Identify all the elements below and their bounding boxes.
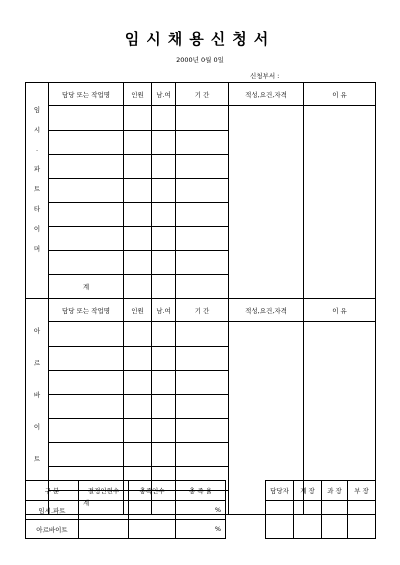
temp-part-header-5: 이 유 bbox=[304, 83, 376, 106]
arbeit-cell[interactable] bbox=[49, 419, 124, 443]
temp-part-reason-cell[interactable] bbox=[304, 106, 376, 299]
arbeit-vertical-char: 바 bbox=[33, 390, 41, 399]
arbeit-cell[interactable] bbox=[124, 395, 152, 419]
temp-part-qualification-cell[interactable] bbox=[229, 106, 304, 299]
temp-part-header-2: 남.여 bbox=[152, 83, 176, 106]
arbeit-cell[interactable] bbox=[176, 395, 229, 419]
approval-sign-cell[interactable] bbox=[348, 501, 376, 539]
temp-part-cell[interactable] bbox=[49, 155, 124, 179]
temp-part-cell[interactable] bbox=[49, 106, 124, 131]
temp-part-header-0: 담당 또는 작업명 bbox=[49, 83, 124, 106]
temp-part-cell[interactable] bbox=[152, 227, 176, 251]
temp-part-cell[interactable] bbox=[49, 179, 124, 203]
temp-part-cell[interactable] bbox=[124, 131, 152, 155]
arbeit-cell[interactable] bbox=[49, 371, 124, 395]
arbeit-cell[interactable] bbox=[152, 322, 176, 347]
request-table bbox=[25, 82, 376, 515]
arbeit-cell[interactable] bbox=[152, 443, 176, 467]
temp-part-vertical-char: 파 bbox=[33, 164, 41, 173]
arbeit-cell[interactable] bbox=[49, 347, 124, 371]
arbeit-cell[interactable] bbox=[152, 347, 176, 371]
arbeit-cell[interactable] bbox=[49, 322, 124, 347]
temp-part-vertical-char: 이 bbox=[33, 224, 41, 233]
temp-part-vertical-char: . bbox=[35, 144, 39, 153]
arbeit-cell[interactable] bbox=[176, 443, 229, 467]
temp-part-vertical-chars bbox=[26, 83, 48, 298]
stats-decided-cell[interactable] bbox=[79, 520, 129, 539]
stats-row-label: 임시.파트 bbox=[26, 501, 79, 520]
arbeit-header-3: 기 간 bbox=[176, 299, 229, 322]
temp-part-cell[interactable] bbox=[124, 179, 152, 203]
temp-part-cell[interactable] bbox=[124, 275, 152, 299]
temp-part-cell[interactable] bbox=[49, 131, 124, 155]
temp-part-cell[interactable] bbox=[176, 131, 229, 155]
arbeit-header-2: 남.여 bbox=[152, 299, 176, 322]
arbeit-cell[interactable] bbox=[176, 371, 229, 395]
temp-part-cell[interactable] bbox=[176, 227, 229, 251]
stats-header-1: 결정인원수 bbox=[79, 481, 129, 501]
arbeit-vertical-char: 아 bbox=[33, 327, 41, 336]
stats-header-3: 충 족 율 bbox=[176, 481, 226, 501]
arbeit-cell[interactable] bbox=[124, 322, 152, 347]
arbeit-cell[interactable] bbox=[152, 395, 176, 419]
temp-part-header-1: 인원 bbox=[124, 83, 152, 106]
temp-part-vertical-char: 임 bbox=[33, 105, 41, 114]
approval-sign-cell[interactable] bbox=[294, 501, 322, 539]
temp-part-cell[interactable] bbox=[176, 106, 229, 131]
form-date: 2000년 0월 0일 bbox=[176, 56, 224, 64]
temp-part-cell[interactable] bbox=[124, 203, 152, 227]
arbeit-cell[interactable] bbox=[124, 347, 152, 371]
arbeit-header-4: 적성,요건,자격 bbox=[229, 299, 304, 322]
temp-part-cell[interactable] bbox=[152, 251, 176, 275]
department-label: 신청부서 : bbox=[250, 72, 280, 80]
form-title: 임시채용신청서 bbox=[124, 30, 276, 48]
arbeit-total-label: 계 bbox=[49, 491, 124, 515]
temp-part-cell[interactable] bbox=[152, 179, 176, 203]
arbeit-cell[interactable] bbox=[176, 347, 229, 371]
temp-part-cell[interactable] bbox=[152, 131, 176, 155]
arbeit-cell[interactable] bbox=[152, 419, 176, 443]
approval-sign-cell[interactable] bbox=[266, 501, 294, 539]
approval-header-3: 부 장 bbox=[348, 481, 376, 501]
temp-part-total-label: 계 bbox=[49, 275, 124, 299]
temp-part-cell[interactable] bbox=[152, 275, 176, 299]
approval-table bbox=[265, 480, 376, 539]
arbeit-cell[interactable] bbox=[49, 395, 124, 419]
arbeit-row bbox=[26, 322, 376, 347]
arbeit-cell[interactable] bbox=[124, 443, 152, 467]
approval-header-0: 담당자 bbox=[266, 481, 294, 501]
temp-part-cell[interactable] bbox=[124, 106, 152, 131]
temp-part-vertical-char: 머 bbox=[33, 244, 41, 253]
stats-decided-cell[interactable] bbox=[79, 501, 129, 520]
arbeit-vertical-char: 르 bbox=[33, 359, 41, 368]
arbeit-header-0: 담당 또는 작업명 bbox=[49, 299, 124, 322]
temp-part-cell[interactable] bbox=[124, 251, 152, 275]
temp-part-row bbox=[26, 106, 376, 131]
temp-part-cell[interactable] bbox=[124, 227, 152, 251]
stats-row bbox=[26, 520, 226, 539]
temp-part-vertical-char: 트 bbox=[33, 184, 41, 193]
temp-part-cell[interactable] bbox=[176, 155, 229, 179]
temp-part-cell[interactable] bbox=[49, 203, 124, 227]
fulfillment-table bbox=[25, 480, 226, 539]
approval-header-1: 계 장 bbox=[294, 481, 322, 501]
stats-pct-cell: % bbox=[176, 520, 226, 539]
stats-header-2: 충족인수 bbox=[129, 481, 176, 501]
arbeit-cell[interactable] bbox=[176, 419, 229, 443]
arbeit-cell[interactable] bbox=[124, 371, 152, 395]
arbeit-cell[interactable] bbox=[124, 419, 152, 443]
approval-header-2: 과 장 bbox=[322, 481, 348, 501]
temp-part-cell[interactable] bbox=[176, 275, 229, 299]
arbeit-vertical-char: 트 bbox=[33, 454, 41, 463]
temp-part-cell[interactable] bbox=[49, 251, 124, 275]
temp-part-header-4: 적성,요건,자격 bbox=[229, 83, 304, 106]
temp-part-vertical-char: 시 bbox=[33, 125, 41, 134]
stats-row-label: 아르바이트 bbox=[26, 520, 79, 539]
arbeit-header-1: 인원 bbox=[124, 299, 152, 322]
temp-part-cell[interactable] bbox=[152, 106, 176, 131]
arbeit-vertical-char: 이 bbox=[33, 422, 41, 431]
temp-part-vertical-char: 타 bbox=[33, 204, 41, 213]
approval-sign-cell[interactable] bbox=[322, 501, 348, 539]
stats-pct-cell: % bbox=[176, 501, 226, 520]
stats-fulfilled-cell[interactable] bbox=[129, 520, 176, 539]
stats-fulfilled-cell[interactable] bbox=[129, 501, 176, 520]
arbeit-cell[interactable] bbox=[176, 322, 229, 347]
stats-row bbox=[26, 501, 226, 520]
arbeit-cell[interactable] bbox=[152, 371, 176, 395]
temp-part-cell[interactable] bbox=[176, 251, 229, 275]
stats-header-0: 구 분 bbox=[26, 481, 79, 501]
temp-part-vertical-label bbox=[26, 83, 49, 299]
arbeit-header-5: 이 유 bbox=[304, 299, 376, 322]
arbeit-cell[interactable] bbox=[49, 443, 124, 467]
temp-part-header-3: 기 간 bbox=[176, 83, 229, 106]
temp-part-cell[interactable] bbox=[176, 179, 229, 203]
temp-part-cell[interactable] bbox=[124, 155, 152, 179]
temp-part-cell[interactable] bbox=[152, 203, 176, 227]
temp-part-cell[interactable] bbox=[152, 155, 176, 179]
temp-part-cell[interactable] bbox=[176, 203, 229, 227]
temp-part-cell[interactable] bbox=[49, 227, 124, 251]
